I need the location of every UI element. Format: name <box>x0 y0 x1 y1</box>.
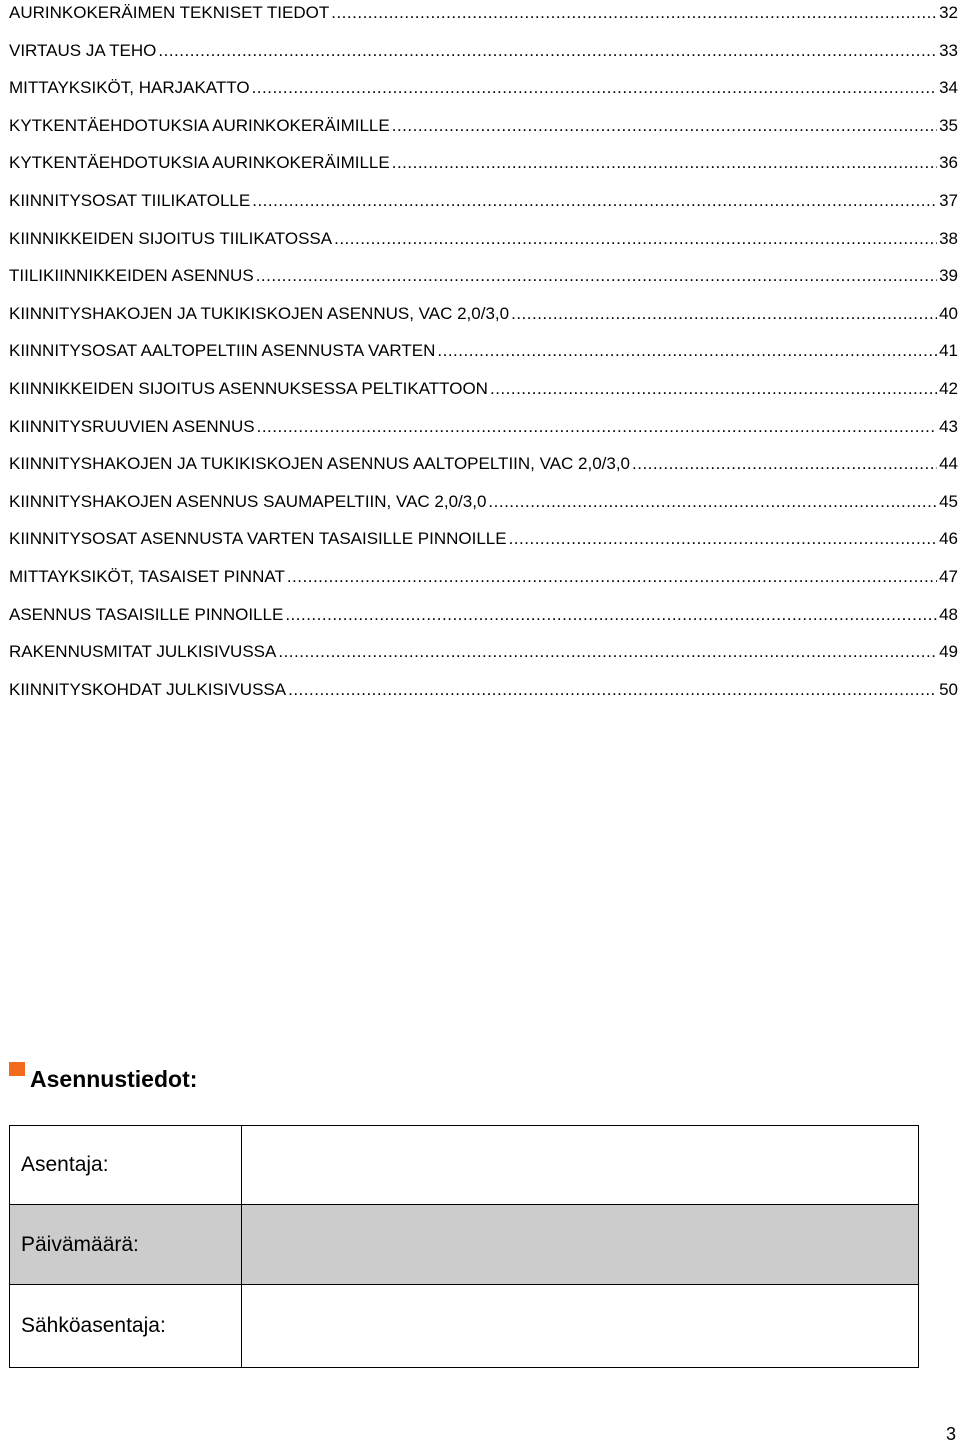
toc-entry[interactable] <box>9 641 958 679</box>
toc-entry[interactable] <box>9 566 958 604</box>
toc-entry-page: 32 <box>939 3 958 22</box>
toc-entry-page: 46 <box>939 529 958 549</box>
toc-entry[interactable] <box>9 265 958 303</box>
orange-square-icon <box>9 1062 25 1076</box>
toc-dot-leader <box>252 190 937 212</box>
toc-dot-leader <box>278 641 937 663</box>
toc-dot-leader <box>490 378 937 400</box>
toc-entry-title: RAKENNUSMITAT JULKISIVUSSA <box>9 642 277 662</box>
toc-entry[interactable] <box>9 528 958 566</box>
toc-entry-page: 42 <box>939 378 958 398</box>
toc-entry[interactable] <box>9 40 958 78</box>
toc-entry-page: 48 <box>939 604 958 624</box>
date-label: Päivämäärä: <box>10 1205 242 1285</box>
toc-dot-leader <box>256 265 937 287</box>
toc-entry-title: AURINKOKERÄIMEN TEKNISET TIEDOT <box>9 3 330 22</box>
install-info-title: Asennustiedot: <box>30 1066 198 1092</box>
electrician-field[interactable] <box>242 1285 919 1368</box>
toc-entry-title: KIINNITYSHAKOJEN JA TUKIKISKOJEN ASENNUS AALTOPELTIIN, VAC 2,0/3,0 <box>9 454 631 474</box>
toc-entry-title: VIRTAUS JA TEHO <box>9 40 157 60</box>
install-info-heading <box>9 1062 197 1095</box>
toc-entry[interactable] <box>9 190 958 228</box>
toc-entry-title: MITTAYKSIKÖT, TASAISET PINNAT <box>9 566 285 586</box>
toc-entry-page: 35 <box>939 115 958 135</box>
page-number: 3 <box>945 1424 956 1444</box>
table-row <box>10 1126 919 1205</box>
table-row <box>10 1285 919 1368</box>
toc-entry[interactable] <box>9 152 958 190</box>
toc-entry-page: 38 <box>939 228 958 248</box>
date-field[interactable] <box>242 1205 919 1285</box>
toc-entry-title: KIINNITYSHAKOJEN ASENNUS SAUMAPELTIIN, VAC 2,0/3,0 <box>9 491 487 511</box>
toc-entry-page: 34 <box>939 78 958 98</box>
toc-entry-title: KIINNITYSRUUVIEN ASENNUS <box>9 416 255 436</box>
toc-dot-leader <box>252 77 938 99</box>
toc-entry-page: 47 <box>939 566 958 586</box>
toc-entry[interactable] <box>9 378 958 416</box>
toc-entry-title: KIINNIKKEIDEN SIJOITUS TIILIKATOSSA <box>9 228 333 248</box>
toc-entry-page: 41 <box>939 341 958 361</box>
toc-entry[interactable] <box>9 2 958 40</box>
toc-entry[interactable] <box>9 340 958 378</box>
toc-entry[interactable] <box>9 604 958 642</box>
electrician-label: Sähköasentaja: <box>10 1285 242 1368</box>
toc-entry-page: 37 <box>939 190 958 210</box>
toc-entry[interactable] <box>9 679 958 717</box>
toc-entry-title: KIINNITYSOSAT TIILIKATOLLE <box>9 190 251 210</box>
table-of-contents <box>9 2 958 716</box>
toc-entry-title: KIINNITYSHAKOJEN JA TUKIKISKOJEN ASENNUS, VAC 2,0/3,0 <box>9 303 510 323</box>
toc-entry-title: KIINNITYSOSAT ASENNUSTA VARTEN TASAISILLE PINNOILLE <box>9 529 507 549</box>
toc-entry-page: 40 <box>939 303 958 323</box>
toc-dot-leader <box>509 528 938 550</box>
table-row <box>10 1205 919 1285</box>
toc-entry-title: MITTAYKSIKÖT, HARJAKATTO <box>9 78 250 98</box>
toc-entry-page: 43 <box>939 416 958 436</box>
toc-entry-page: 36 <box>939 153 958 173</box>
toc-entry-title: KYTKENTÄEHDOTUKSIA AURINKOKERÄIMILLE <box>9 115 390 135</box>
toc-entry[interactable] <box>9 453 958 491</box>
toc-entry[interactable] <box>9 416 958 454</box>
toc-entry-title: TIILIKIINNIKKEIDEN ASENNUS <box>9 266 254 286</box>
toc-dot-leader <box>632 453 937 475</box>
toc-dot-leader <box>331 2 937 24</box>
toc-dot-leader <box>488 491 937 513</box>
toc-entry-title: ASENNUS TASAISILLE PINNOILLE <box>9 604 284 624</box>
install-info-table <box>9 1125 919 1368</box>
toc-entry-title: KIINNITYSOSAT AALTOPELTIIN ASENNUSTA VARTEN <box>9 341 436 361</box>
toc-entry[interactable] <box>9 115 958 153</box>
toc-entry-page: 44 <box>939 454 958 474</box>
toc-entry-title: KIINNITYSKOHDAT JULKISIVUSSA <box>9 679 287 699</box>
toc-entry-page: 50 <box>939 679 958 699</box>
toc-entry[interactable] <box>9 303 958 341</box>
toc-dot-leader <box>257 416 937 438</box>
installer-field[interactable] <box>242 1126 919 1205</box>
toc-dot-leader <box>334 228 937 250</box>
toc-entry-page: 33 <box>939 40 958 60</box>
toc-entry-title: KYTKENTÄEHDOTUKSIA AURINKOKERÄIMILLE <box>9 153 390 173</box>
toc-entry-page: 39 <box>939 266 958 286</box>
toc-dot-leader <box>285 604 937 626</box>
toc-dot-leader <box>158 40 937 62</box>
toc-dot-leader <box>392 152 937 174</box>
toc-entry-title: KIINNIKKEIDEN SIJOITUS ASENNUKSESSA PELTIKATTOON <box>9 378 488 398</box>
toc-entry[interactable] <box>9 228 958 266</box>
toc-dot-leader <box>437 340 937 362</box>
installer-label: Asentaja: <box>10 1126 242 1205</box>
toc-dot-leader <box>511 303 937 325</box>
toc-dot-leader <box>288 679 937 701</box>
toc-dot-leader <box>287 566 937 588</box>
toc-dot-leader <box>392 115 937 137</box>
toc-entry[interactable] <box>9 77 958 115</box>
toc-entry-page: 49 <box>939 642 958 662</box>
toc-entry[interactable] <box>9 491 958 529</box>
toc-entry-page: 45 <box>939 491 958 511</box>
